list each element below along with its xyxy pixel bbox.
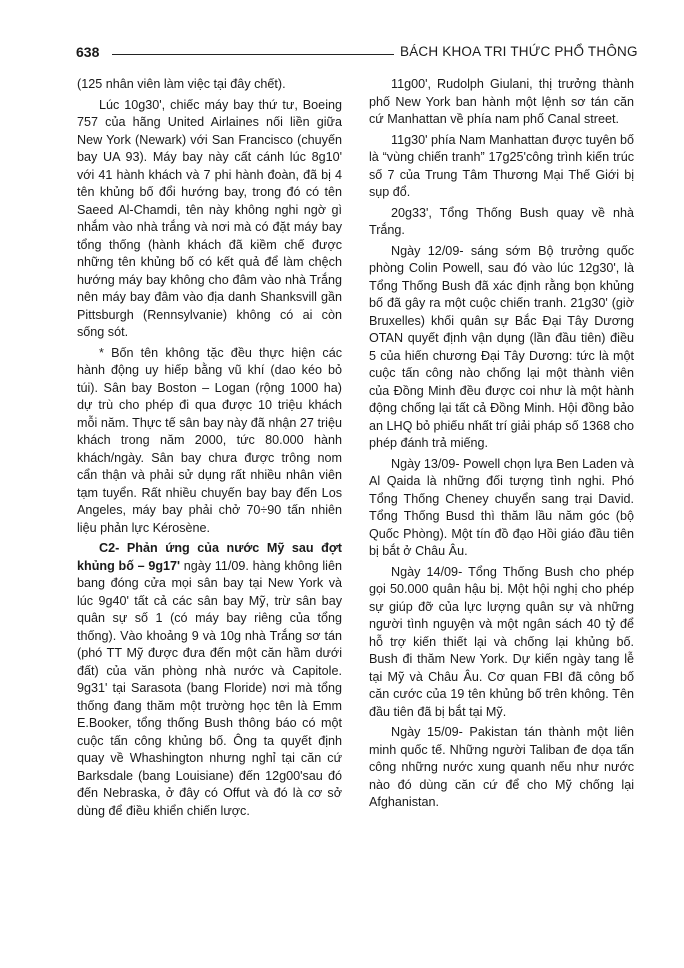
running-header: BÁCH KHOA TRI THỨC PHỔ THÔNG (400, 44, 638, 59)
paragraph: 11g00', Rudolph Giulani, thị trưởng thành phố New York ban hành một lệnh sơ tán căn cứ Manhattan về phía nam phố Canal street. (369, 77, 634, 126)
section-heading: C2- Phản ứng của nước Mỹ sau đợt khủng bố – 9g17' (77, 541, 342, 573)
paragraph: Lúc 10g30', chiếc máy bay thứ tư, Boeing 757 của hãng United Airlaines nối liền giữa New York (Newark) với San Francisco (chuyến bay UA 93). Máy bay này cất cánh lúc 8g10' với 41 hành khách và 7 phi hành đoàn, đã bị 4 tên khủng bố đổi hướng bay, trong đó có tên Saeed Al-Chamdi, tên này không nghi ngờ gì nhắm vào nhà trắng và nơi mà có đặt máy bay tổng thống (hành khách đã kiềm chế được những tên khủng bố có kết quả để làm chệch hướng máy bay không cho đâm vào nhà Trắng nên máy bay đâm vào địa danh Shanksvill gần Pittsburgh (Rennsylvanie) không có ai còn sống sót. (77, 97, 342, 339)
paragraph: 11g30' phía Nam Manhattan được tuyên bố là “vùng chiến tranh” 17g25'công trình kiến trúc số 7 của Trung Tâm Thương Mại Thế Giới bị sụp đổ. (369, 132, 634, 199)
paragraph: 20g33', Tổng Thống Bush quay về nhà Trắng. (369, 205, 634, 237)
paragraph: (125 nhân viên làm việc tại đây chết). (77, 77, 286, 91)
paragraph: Ngày 14/09- Tổng Thống Bush cho phép gọi 50.000 quân hậu bị. Một hội nghị cho phép sự giúp đỡ của lực lượng quân sự và những người tình nguyện và một ngân sách 40 tỷ để hỗ trợ kiến thiết lại và chống lại khủng bố. Bush đi thăm New York. Dự kiến ngày tang lễ tại Mỹ và Châu Âu. Cơ quan FBI đã công bố căn cước của 19 tên khủng bố trên không. Tên đầu tiên đã bị bắt tại Mỹ. (369, 564, 634, 719)
paragraph: Ngày 15/09- Pakistan tán thành một liên minh quốc tế. Những người Taliban đe dọa tấn công những nước xung quanh nếu như nước nào đó dùng căn cứ để cho Mỹ chống lại Afghanistan. (369, 725, 634, 809)
page-number: 638 (76, 44, 100, 60)
section-paragraph: C2- Phản ứng của nước Mỹ sau đợt khủng bố – 9g17' ngày 11/09. hàng không liên bang đóng cửa mọi sân bay tại New York và lúc 9g40' tất cả các sân bay Mỹ, trừ sân bay quân sự số 1 (có máy bay riêng của tổng thống). Vào khoảng 9 và 10g nhà Trắng sơ tán (phó TT Mỹ được đưa đến một căn hầm dưới đất) của văn phòng nhà nước và Capitole. 9g31' tại Sarasota (bang Floride) nơi mà tổng thống đang thăm một trường học tên là Emm E.Booker, tổng thống Bush thông báo có một cuộc tấn công khủng bố. Ông ta quyết định quay về Whashington nhưng nghỉ tại căn cứ Barksdale (bang Louisiane) đến 12g00'sau đó đến Nebraska, ở đây có Offut và đó là cơ sở dùng để điều khiển chiến lược. (77, 541, 342, 818)
paragraph: * Bốn tên không tặc đều thực hiện các hành động uy hiếp bằng vũ khí (dao kéo bỏ túi). Sân bay Boston – Logan (rộng 1000 ha) dự trù cho phép đi qua được 10 triệu khách mỗi năm. Thực tế sân bay này đã nhận 27 triệu khách trong năm 2000, tức 80.000 hành khách/ngày. Sân bay chưa được trông nom cẩn thận và phải sử dụng rất nhiều nhân viên tạm tuyển. Rất nhiều chuyến bay bay đến Los Angeles, máy bay phải chở 70÷90 tấn nhiên liệu phản lực Kérosène. (77, 345, 342, 535)
right-column (369, 76, 634, 815)
left-column (77, 76, 342, 823)
paragraph: Ngày 12/09- sáng sớm Bộ trưởng quốc phòng Colin Powell, sau đó vào lúc 12g30', là Tổng Thống Bush đã xác định rằng bọn khủng bố đã gây ra một cuộc chiến tranh. 21g30' (giờ Bruxelles) khối quân sự Bắc Đại Tây Dương OTAN quyết định vận dụng (lần đầu tiên) điều 5 của hiến chương Đại Tây Dương: tức là một cuộc tấn công nào chống lại một thành viên của Đồng Minh đều được coi như là một hành động chống lại tất cả Đồng Minh. Hội đồng bảo an LHQ bỏ phiếu nhất trí giải pháp số 1368 cho phép đánh trả miếng. (369, 243, 634, 450)
header-rule (112, 54, 394, 55)
paragraph: Ngày 13/09- Powell chọn lựa Ben Laden và Al Qaida là những đối tượng tình nghi. Phó Tổng Thống Cheney chuyển sang trại David. Tổng Thống Busd thì thăm lầu năm góc (bộ Quốc Phòng). Một tín đồ đạo Hồi giáo đầu tiên bị bắt ở Châu Âu. (369, 456, 634, 558)
